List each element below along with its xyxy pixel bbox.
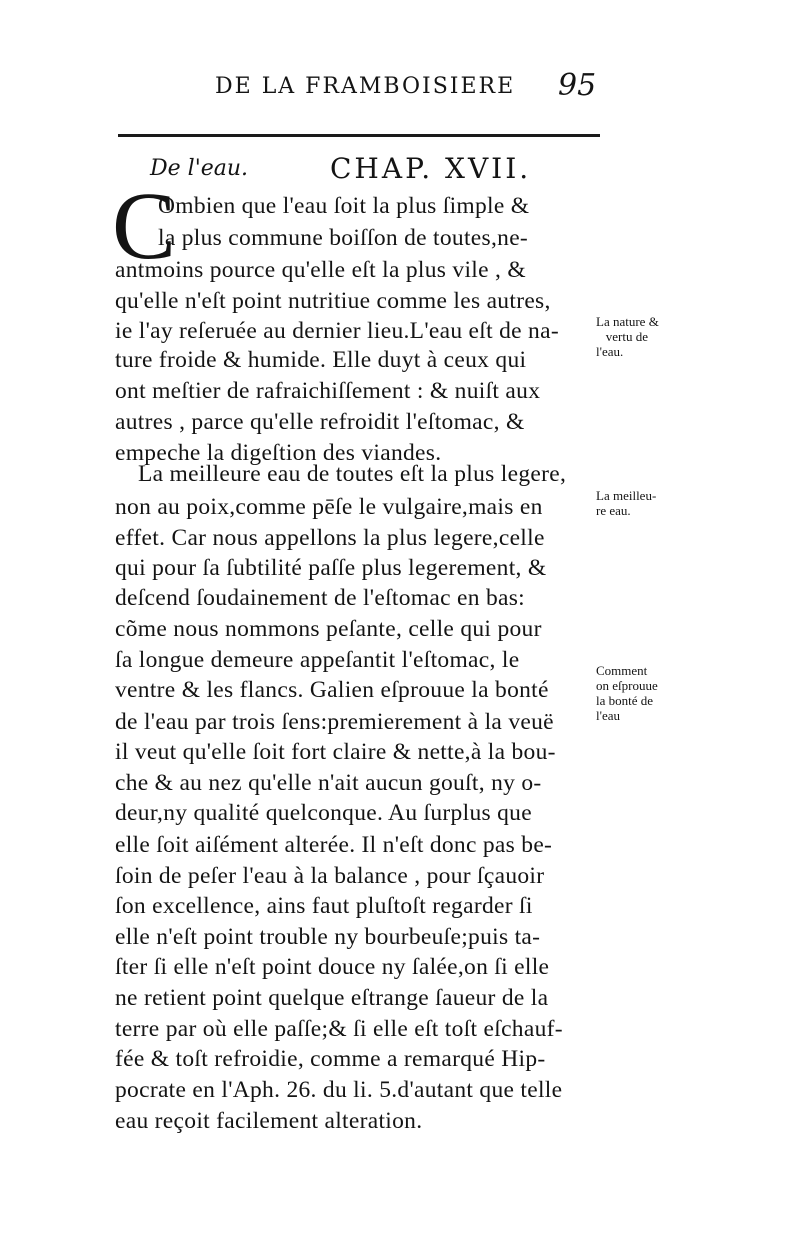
text-line: empeche la digeſtion des viandes. (115, 440, 442, 466)
text-line: il veut qu'elle ſoit fort claire & nette,à la bou- (115, 739, 556, 765)
text-line: deur,ny qualité quelconque. Au ſurplus que (115, 800, 532, 826)
text-line: elle ſoit aiſément alterée. Il n'eſt donc pas be- (115, 832, 553, 858)
text-line: antmoins pource qu'elle eſt la plus vile , & (115, 257, 526, 283)
text-line: ventre & les flancs. Galien eſprouue la bonté (115, 677, 549, 703)
margin-note: Comment on eſprouue la bonté de l'eau (596, 663, 658, 723)
text-line: La meilleure eau de toutes eſt la plus legere, (138, 461, 567, 487)
text-line: ture froide & humide. Elle duyt à ceux qui (115, 347, 527, 373)
drop-cap: C (112, 172, 177, 279)
text-line: ne retient point quelque eſtrange ſaueur de la (115, 985, 549, 1011)
chapter-subject: De l'eau. (150, 156, 249, 181)
page-number: 95 (558, 68, 597, 103)
text-line: terre par où elle paſſe;& ſi elle eſt toſt eſchauf- (115, 1016, 563, 1042)
text-line: autres , parce qu'elle refroidit l'eſtomac, & (115, 409, 525, 435)
text-line: qu'elle n'eſt point nutritiue comme les autres, (115, 288, 551, 314)
chapter-title: CHAP. XVII. (330, 152, 532, 185)
text-line: non au poix,comme pēſe le vulgaire,mais en (115, 494, 543, 520)
text-line: eau reçoit facilement alteration. (115, 1108, 423, 1134)
text-line: deſcend ſoudainement de l'eſtomac en bas: (115, 585, 526, 611)
text-line: cõme nous nommons peſante, celle qui pour (115, 616, 542, 642)
text-line: la plus commune boiſſon de toutes,ne- (158, 225, 529, 251)
header-rule (118, 134, 600, 137)
text-line: ſon excellence, ains faut pluſtoſt regarder ſi (115, 893, 533, 919)
text-line: effet. Car nous appellons la plus legere,celle (115, 525, 545, 551)
text-line: ſter ſi elle n'eſt point douce ny ſalée,on ſi elle (115, 954, 550, 980)
text-line: elle n'eſt point trouble ny bourbeuſe;puis ta- (115, 924, 541, 950)
text-line: ſoin de peſer l'eau à la balance , pour ſçauoir (115, 863, 545, 889)
text-line: pocrate en l'Aph. 26. du li. 5.d'autant que telle (115, 1077, 563, 1103)
text-line: de l'eau par trois ſens:premierement à la veuë (115, 709, 554, 735)
text-line: qui pour ſa ſubtilité paſſe plus legerement, & (115, 555, 547, 581)
margin-note: La meilleu- re eau. (596, 488, 657, 518)
text-line: ie l'ay reſeruée au dernier lieu.L'eau eſt de na- (115, 318, 559, 344)
text-line: ont meſtier de rafraichiſſement : & nuiſt aux (115, 378, 541, 404)
running-head: DE LA FRAMBOISIERE (215, 74, 516, 99)
margin-note: La nature & vertu de l'eau. (596, 314, 659, 359)
text-line: ſa longue demeure appeſantit l'eſtomac, le (115, 647, 520, 673)
text-line: che & au nez qu'elle n'ait aucun gouſt, ny o- (115, 770, 542, 796)
text-line: fée & toſt refroidie, comme a remarqué Hip- (115, 1046, 546, 1072)
text-line: Ombien que l'eau ſoit la plus ſimple & (158, 193, 530, 219)
